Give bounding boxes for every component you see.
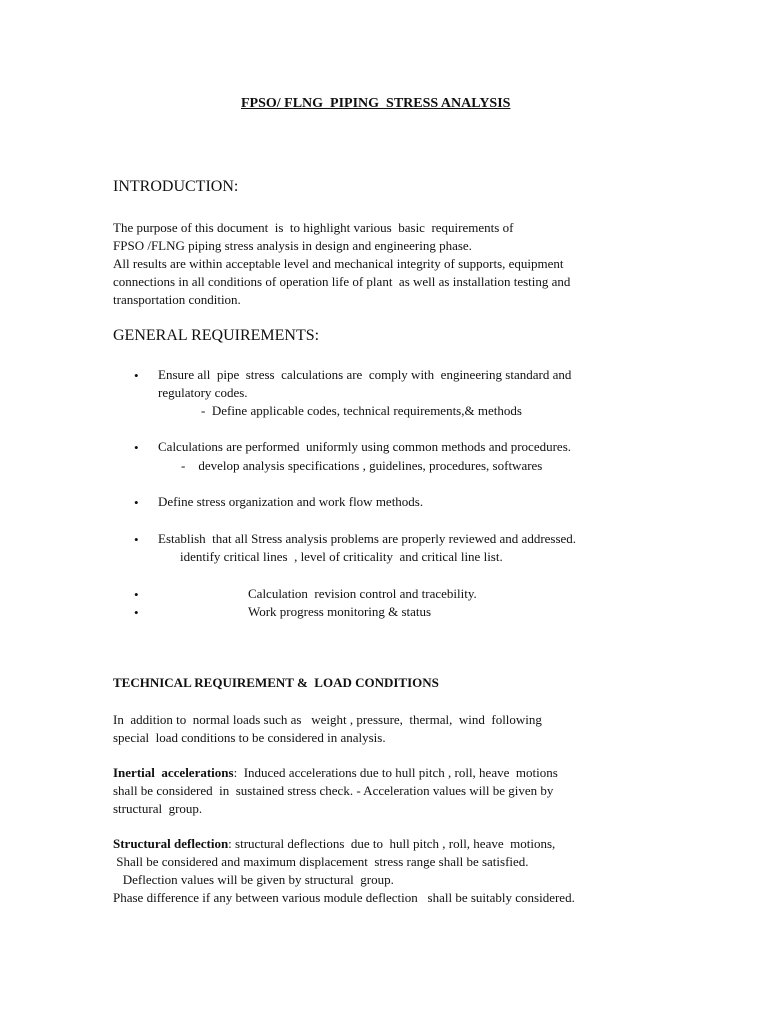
requirement-2-sub: - develop analysis specifications , guidelines, procedures, softwares	[181, 458, 543, 473]
technical-intro-line-2: special load conditions to be considered in analysis.	[113, 730, 386, 745]
structural-line-3: Deflection values will be given by structural group.	[113, 872, 394, 887]
requirement-1-sub: - Define applicable codes, technical requirements,& methods	[201, 403, 522, 418]
bullet-icon: •	[134, 440, 139, 455]
requirement-3-line-1: Define stress organization and work flow methods.	[158, 494, 424, 509]
requirement-1-line-1: Ensure all pipe stress calculations are comply with engineering standard and	[158, 367, 572, 382]
requirement-4-line-1: Establish that all Stress analysis problems are properly reviewed and addressed.	[158, 531, 577, 546]
inertial-line-2: shall be considered in sustained stress check. - Acceleration values will be given by	[113, 783, 554, 798]
inertial-line-3: structural group.	[113, 801, 203, 816]
intro-line-3: All results are within acceptable level and mechanical integrity of supports, equipment	[113, 256, 564, 271]
inertial-line-1	[113, 765, 558, 781]
technical-requirements-heading: TECHNICAL REQUIREMENT & LOAD CONDITIONS	[113, 675, 439, 690]
bullet-icon: •	[134, 532, 139, 547]
requirement-5-line-1: Calculation revision control and tracebility.	[248, 586, 477, 601]
general-requirements-heading: GENERAL REQUIREMENTS:	[113, 327, 320, 344]
requirement-2-line-1: Calculations are performed uniformly using common methods and procedures.	[158, 439, 572, 454]
structural-line-1	[113, 836, 555, 852]
intro-line-4: connections in all conditions of operation life of plant as well as installation testing and	[113, 274, 571, 289]
bullet-icon: •	[134, 368, 139, 383]
intro-line-1: The purpose of this document is to highlight various basic requirements of	[113, 220, 514, 235]
structural-line-4: Phase difference if any between various module deflection shall be suitably considered.	[113, 890, 575, 905]
bullet-icon: •	[134, 587, 139, 602]
inertial-line-1-rest: : Induced accelerations due to hull pitch , roll, heave motions	[233, 765, 558, 780]
document-title: FPSO/ FLNG PIPING STRESS ANALYSIS	[241, 96, 511, 111]
requirement-4-sub: identify critical lines , level of criticality and critical line list.	[180, 549, 503, 564]
structural-term: Structural deflection	[113, 836, 229, 851]
bullet-icon: •	[134, 495, 139, 510]
technical-intro-line-1: In addition to normal loads such as weight , pressure, thermal, wind following	[113, 712, 542, 727]
requirement-1-line-2: regulatory codes.	[158, 385, 248, 400]
intro-line-2: FPSO /FLNG piping stress analysis in design and engineering phase.	[113, 238, 472, 253]
introduction-heading: INTRODUCTION:	[113, 178, 239, 195]
structural-line-2: Shall be considered and maximum displacement stress range shall be satisfied.	[113, 854, 529, 869]
structural-line-1-rest: : structural deflections due to hull pitch , roll, heave motions,	[228, 836, 556, 851]
inertial-term: Inertial accelerations	[113, 765, 234, 780]
bullet-icon: •	[134, 605, 139, 620]
intro-line-5: transportation condition.	[113, 292, 241, 307]
requirement-6-line-1: Work progress monitoring & status	[248, 604, 432, 619]
